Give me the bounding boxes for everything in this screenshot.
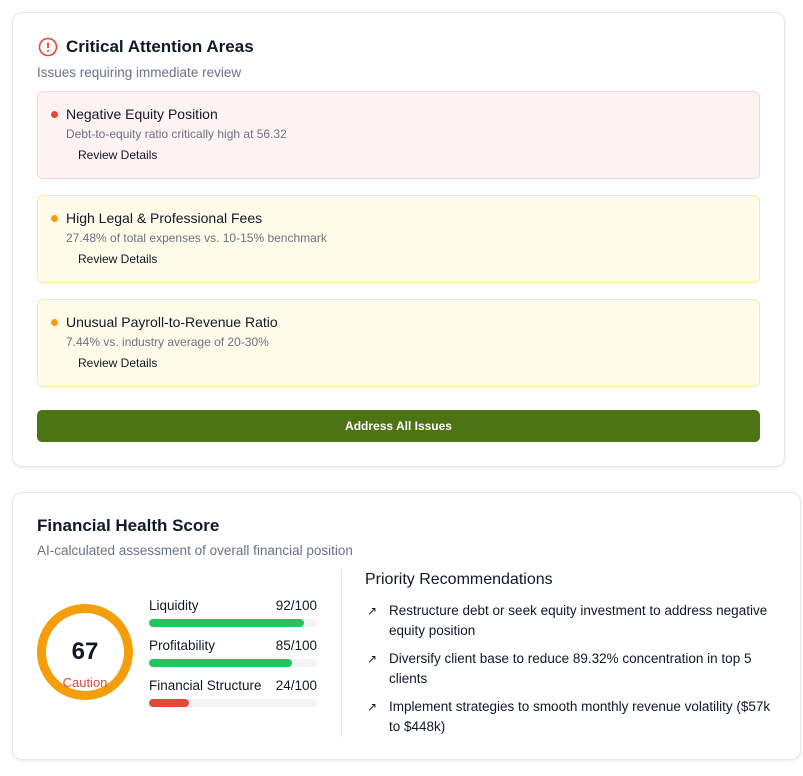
arrow-up-right-icon: ↗: [367, 700, 378, 714]
address-all-issues-button[interactable]: Address All Issues: [37, 410, 760, 442]
alert-item: [37, 195, 760, 283]
review-details-button[interactable]: Review Details: [78, 148, 158, 162]
recommendation-item: [365, 601, 785, 641]
metric-value: 92/100: [275, 598, 317, 613]
recommendation-item: [365, 697, 785, 737]
progress-fill: [149, 619, 304, 627]
recommendation-text: Implement strategies to smooth monthly revenue volatility ($57k to $448k): [389, 699, 771, 734]
financial-health-card: [12, 492, 801, 760]
alert-title: Unusual Payroll-to-Revenue Ratio: [66, 314, 278, 330]
score-value: 67: [71, 638, 99, 665]
recommendations-title: Priority Recommendations: [365, 571, 553, 588]
severity-dot: [51, 215, 58, 222]
recommendation-item: [365, 649, 785, 689]
progress-bar: [149, 659, 317, 667]
alert-title: High Legal & Professional Fees: [66, 210, 263, 226]
alert-title: Negative Equity Position: [66, 106, 218, 122]
recommendation-text: Restructure debt or seek equity investment to address negative equity position: [389, 603, 768, 638]
metric-label: Liquidity: [149, 598, 199, 613]
severity-dot: [51, 319, 58, 326]
card-title: Critical Attention Areas: [66, 37, 254, 56]
metric-value: 24/100: [275, 678, 317, 693]
review-details-button[interactable]: Review Details: [78, 252, 158, 266]
arrow-up-right-icon: ↗: [367, 652, 378, 666]
progress-fill: [149, 659, 292, 667]
card-subtitle: AI-calculated assessment of overall financial position: [37, 543, 353, 558]
alert-item: [37, 299, 760, 387]
card-title: Financial Health Score: [37, 516, 220, 535]
recommendation-text: Diversify client base to reduce 89.32% concentration in top 5 clients: [389, 651, 752, 686]
divider: [341, 569, 342, 737]
progress-bar: [149, 699, 317, 707]
progress-bar: [149, 619, 317, 627]
progress-fill: [149, 699, 189, 707]
review-details-button[interactable]: Review Details: [78, 356, 158, 370]
alert-description: 7.44% vs. industry average of 20-30%: [66, 335, 269, 349]
score-status: Caution: [62, 675, 108, 690]
card-subtitle: Issues requiring immediate review: [37, 65, 242, 80]
alert-circle-icon: [38, 37, 58, 57]
alert-item: [37, 91, 760, 179]
metric-label: Profitability: [149, 638, 216, 653]
arrow-up-right-icon: ↗: [367, 604, 378, 618]
alert-description: 27.48% of total expenses vs. 10-15% benchmark: [66, 231, 327, 245]
alert-description: Debt-to-equity ratio critically high at 56.32: [66, 127, 287, 141]
metric-value: 85/100: [275, 638, 317, 653]
severity-dot: [51, 111, 58, 118]
metric-label: Financial Structure: [149, 678, 262, 693]
critical-attention-card: [12, 12, 785, 467]
